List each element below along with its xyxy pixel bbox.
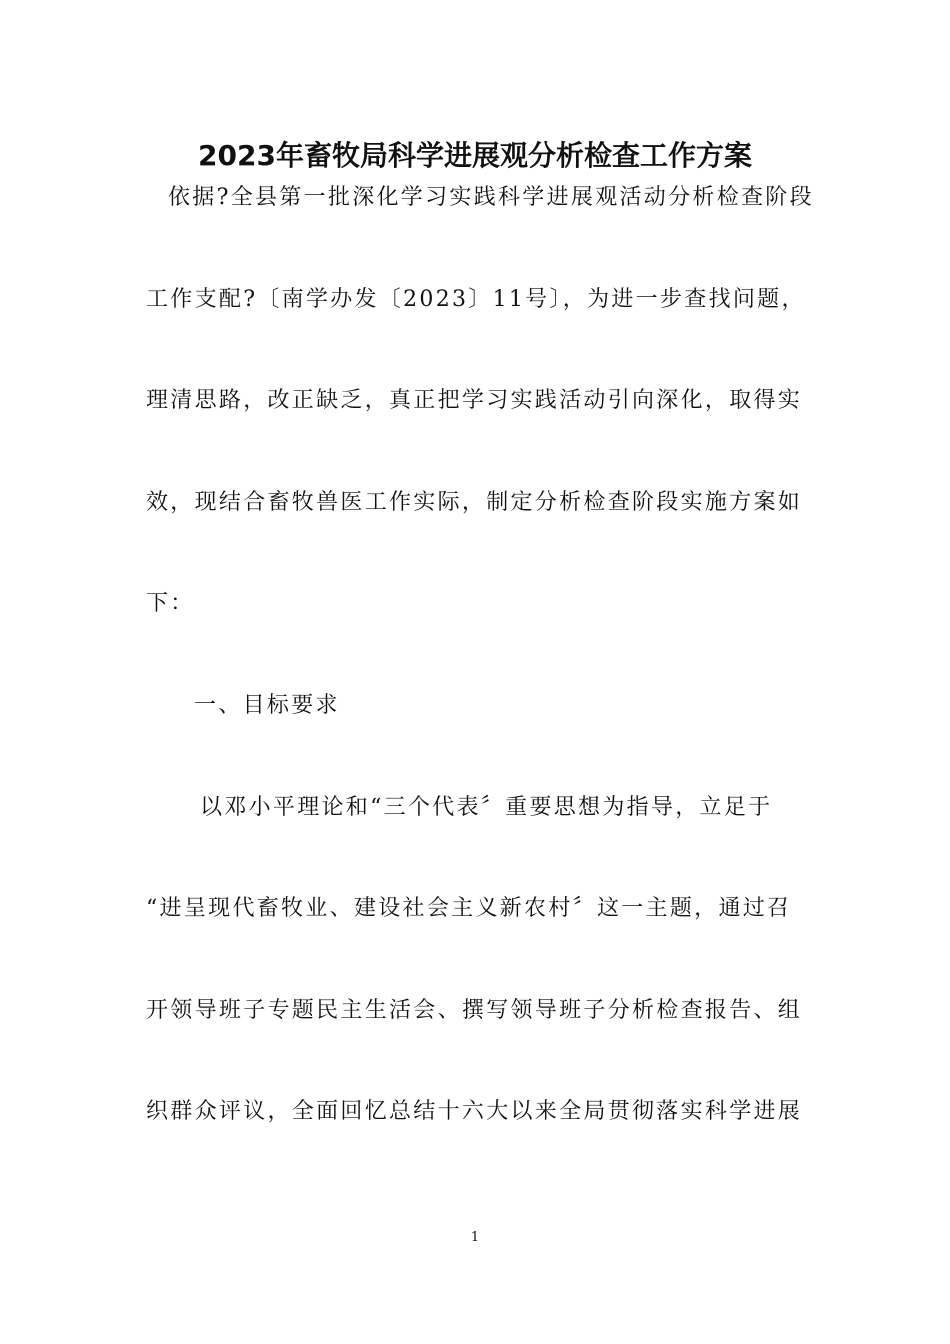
text-line: 以邓小平理论和“三个代表〞重要思想为指导，立足于 bbox=[200, 795, 773, 820]
page-title: 2023年畜牧局科学进展观分析检查工作方案 bbox=[198, 139, 752, 172]
section-heading: 一、目标要求 bbox=[194, 693, 340, 718]
text-line: 效，现结合畜牧兽医工作实际，制定分析检查阶段实施方案如 bbox=[146, 490, 803, 515]
text-line: 开领导班子专题民主生活会、撰写领导班子分析检查报告、组 bbox=[146, 998, 803, 1023]
text-line: 下： bbox=[146, 591, 195, 616]
text-line: 理清思路，改正缺乏，真正把学习实践活动引向深化，取得实 bbox=[146, 388, 803, 413]
text-line: 工作支配?〔南学办发〔2023〕11号〕，为进一步查找问题， bbox=[146, 287, 806, 312]
text-line: 依据?全县第一批深化学习实践科学进展观活动分析检查阶段 bbox=[168, 185, 814, 210]
text-line: “进呈现代畜牧业、建设社会主义新农村〞这一主题，通过召 bbox=[146, 896, 792, 921]
text-line: 织群众评议，全面回忆总结十六大以来全局贯彻落实科学进展 bbox=[146, 1099, 803, 1124]
page-number: 1 bbox=[470, 1230, 480, 1245]
